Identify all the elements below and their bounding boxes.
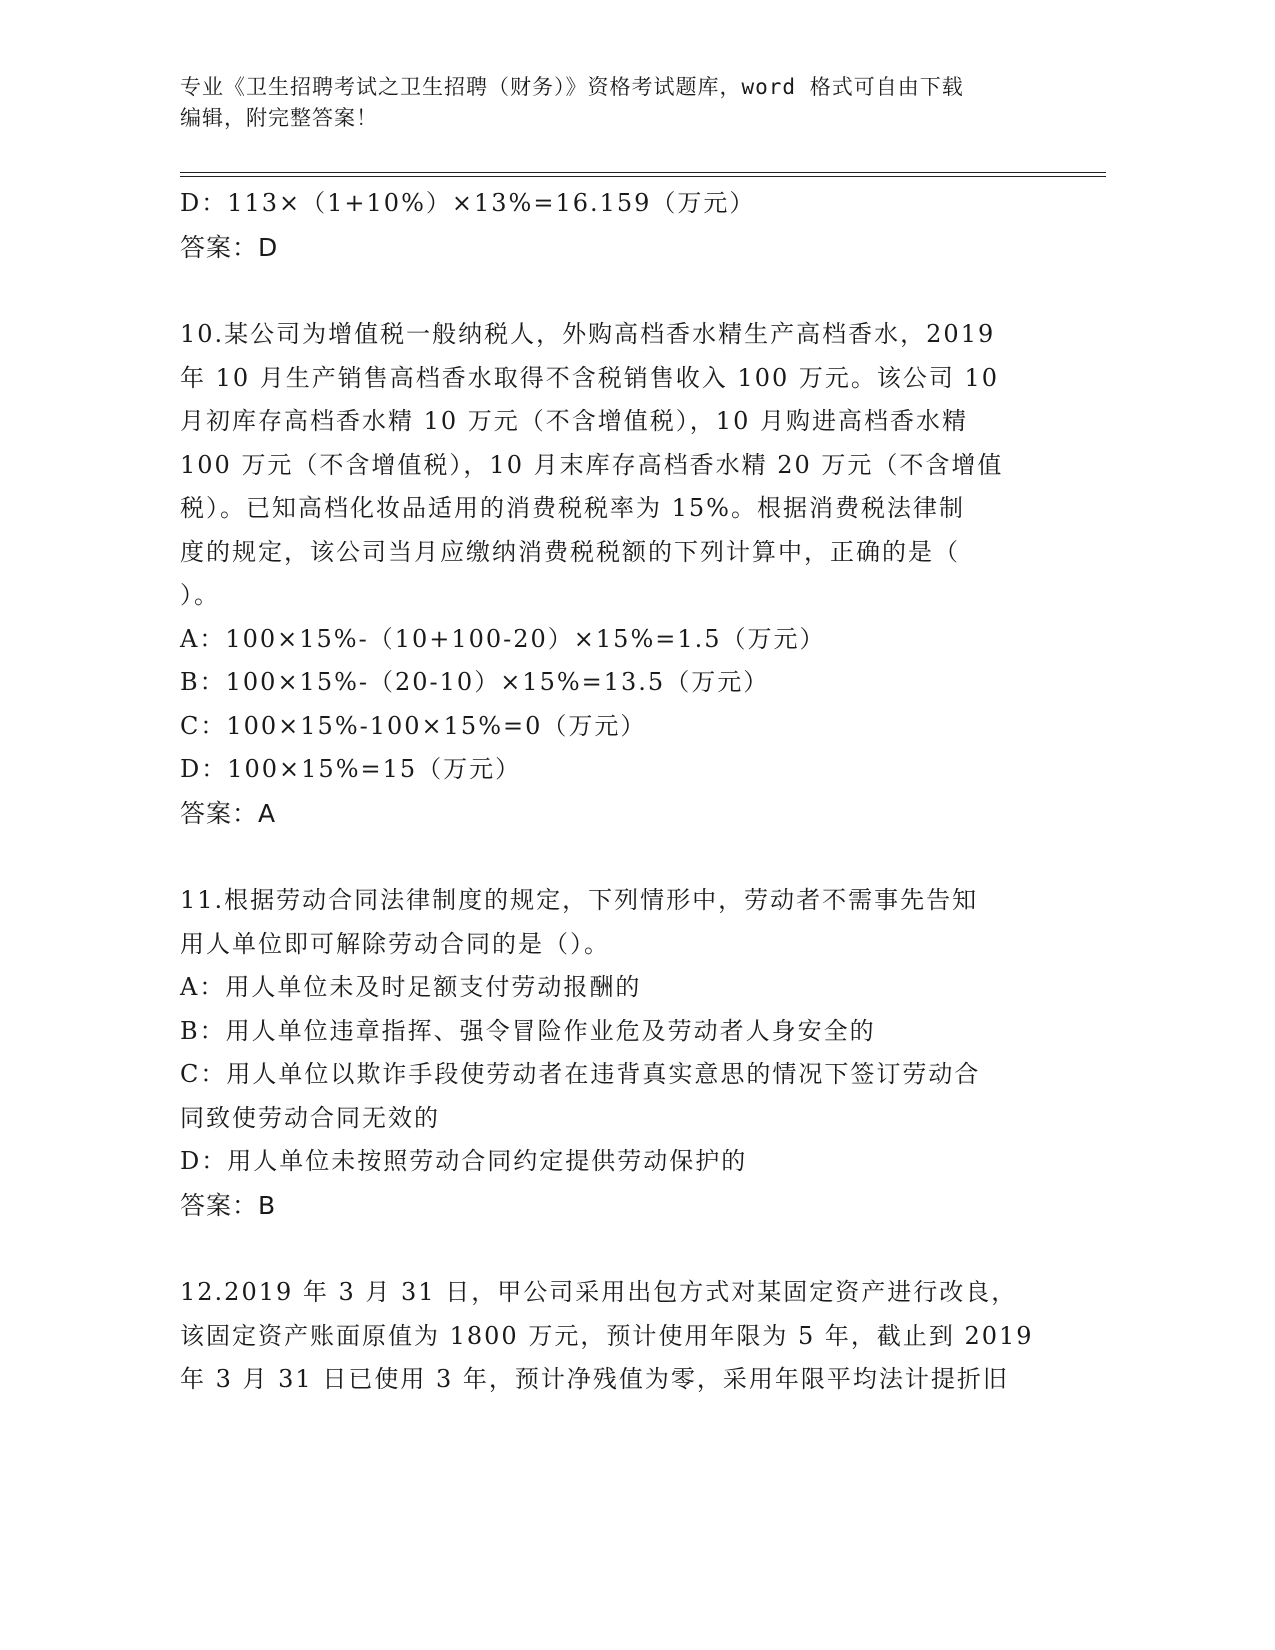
- option-c-continued: 同致使劳动合同无效的: [180, 1103, 440, 1132]
- answer: 答案：D: [180, 232, 279, 262]
- question-9-tail: [180, 182, 1080, 269]
- option-d: D：用人单位未按照劳动合同约定提供劳动保护的: [180, 1147, 748, 1175]
- header-line-2: 编辑，附完整答案！: [180, 106, 378, 130]
- header-divider-bottom: [180, 176, 1106, 177]
- option-d: D：113×（1+10%）×13%=16.159（万元）: [180, 189, 756, 217]
- answer: 答案：A: [180, 798, 277, 828]
- header-line-1: 专业《卫生招聘考试之卫生招聘（财务）》资格考试题库，word 格式可自由下载: [180, 75, 964, 99]
- option-b: B：100×15%-（20-10）×15%=13.5（万元）: [180, 668, 770, 696]
- spacer: [180, 835, 1080, 879]
- option-a: A：100×15%-（10+100-20）×15%=1.5（万元）: [180, 624, 826, 653]
- question-text-line: 11.根据劳动合同法律制度的规定，下列情形中，劳动者不需事先告知: [180, 886, 979, 914]
- option-d: D：100×15%=15（万元）: [180, 755, 522, 783]
- answer: 答案：B: [180, 1190, 277, 1220]
- question-text-line: 月初库存高档香水精 10 万元（不含增值税），10 月购进高档香水精: [180, 407, 968, 435]
- question-text-line: ）。: [180, 581, 220, 609]
- question-text-line: 年 3 月 31 日已使用 3 年，预计净残值为零，采用年限平均法计提折旧: [180, 1365, 1009, 1393]
- question-text-line: 该固定资产账面原值为 1800 万元，预计使用年限为 5 年，截止到 2019: [180, 1321, 1034, 1350]
- question-text-line: 税）。已知高档化妆品适用的消费税税率为 15%。根据消费税法律制: [180, 494, 965, 522]
- option-c: C：100×15%-100×15%=0（万元）: [180, 711, 647, 740]
- page-content: [180, 182, 1080, 1402]
- question-text-line: 100 万元（不含增值税），10 月末库存高档香水精 20 万元（不含增值: [180, 450, 1004, 479]
- question-10: [180, 313, 1080, 835]
- option-a: A：用人单位未及时足额支付劳动报酬的: [180, 973, 642, 1001]
- question-text-line: 度的规定，该公司当月应缴纳消费税税额的下列计算中，正确的是（: [180, 537, 960, 566]
- page-header: [180, 72, 1100, 134]
- spacer: [180, 1227, 1080, 1271]
- header-divider-top: [180, 172, 1106, 173]
- question-text-line: 12.2019 年 3 月 31 日，甲公司采用出包方式对某固定资产进行改良，: [180, 1278, 1018, 1306]
- option-b: B：用人单位违章指挥、强令冒险作业危及劳动者人身安全的: [180, 1016, 876, 1045]
- option-c: C：用人单位以欺诈手段使劳动者在违背真实意思的情况下签订劳动合: [180, 1060, 981, 1088]
- question-text-line: 用人单位即可解除劳动合同的是（）。: [180, 929, 610, 958]
- question-12: [180, 1271, 1080, 1402]
- question-11: [180, 879, 1080, 1227]
- question-text-line: 年 10 月生产销售高档香水取得不含税销售收入 100 万元。该公司 10: [180, 363, 1000, 392]
- question-text-line: 10.某公司为增值税一般纳税人，外购高档香水精生产高档香水，2019: [180, 320, 996, 348]
- spacer: [180, 269, 1080, 313]
